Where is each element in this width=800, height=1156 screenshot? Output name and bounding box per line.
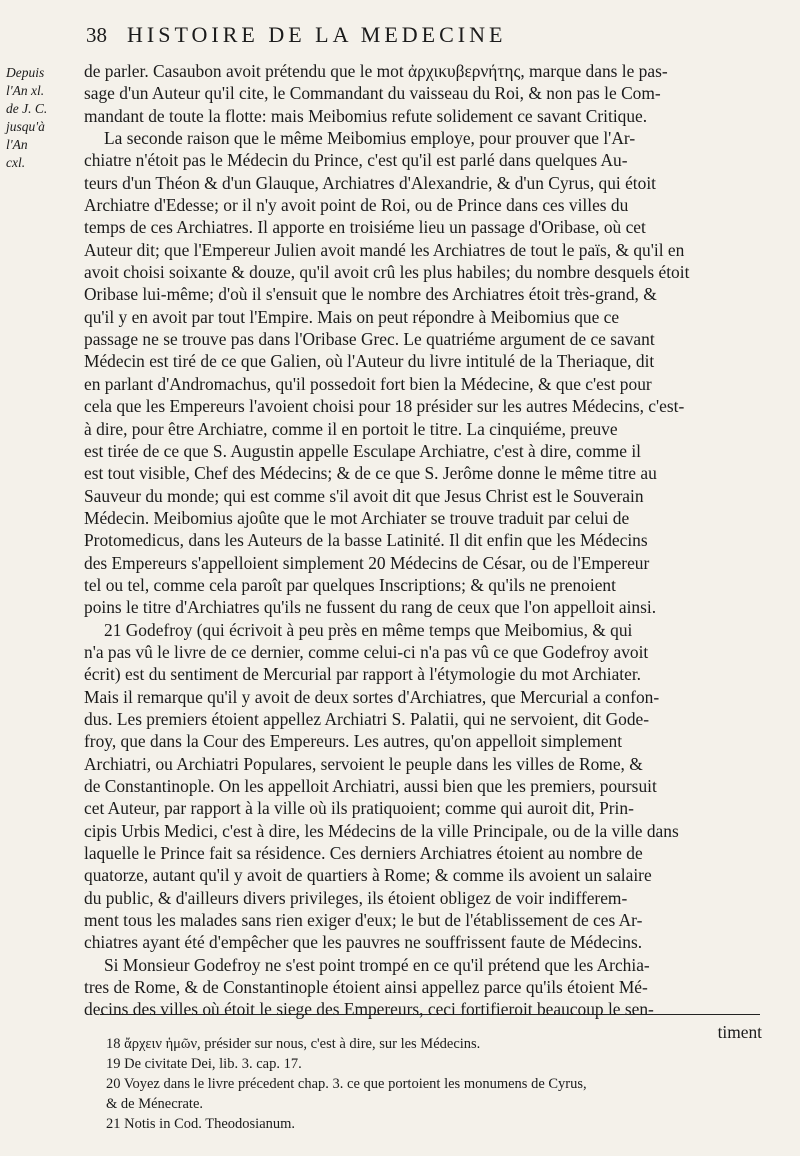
text-line: chiatres ayant été d'empêcher que les pauvres ne souffrissent faute de Médecins. bbox=[84, 932, 643, 953]
running-title: HISTOIRE DE LA MEDECINE bbox=[127, 22, 507, 47]
text-line: Protomedicus, dans les Auteurs de la basse Latinité. Il dit enfin que les Médecins bbox=[84, 530, 648, 551]
text-line: est tirée de ce que S. Augustin appelle Esculape Archiatre, c'est à dire, comme il bbox=[84, 440, 642, 461]
text-line: froy, que dans la Cour des Empereurs. Les autres, qu'on appelloit simplement bbox=[84, 731, 623, 752]
catchword: timent bbox=[717, 1021, 762, 1042]
text-line: Mais il remarque qu'il y avoit de deux sortes d'Archiatres, que Mercurial a confon- bbox=[84, 686, 660, 707]
text-line: Archiatri, ou Archiatri Populares, servoient le peuple dans les villes de Rome, & bbox=[84, 753, 643, 774]
text-line: avoit choisi soixante & douze, qu'il avoit crû les plus habiles; du nombre desquels étoit bbox=[84, 262, 690, 283]
text-line: Si Monsieur Godefroy ne s'est point trompé en ce qu'il prétend que les Archia- bbox=[104, 954, 650, 975]
page-header bbox=[86, 22, 704, 48]
footnote-rule bbox=[100, 1014, 760, 1015]
text-line: chiatre n'étoit pas le Médecin du Prince, c'est qu'il est parlé dans quelques Au- bbox=[84, 150, 628, 171]
text-line: Sauveur du monde; qui est comme s'il avoit dit que Jesus Christ est le Souverain bbox=[84, 485, 644, 506]
footnotes bbox=[106, 1034, 776, 1134]
footnote: 18 ἄρχειν ἡμῶν, présider sur nous, c'est à dire, sur les Médecins. bbox=[106, 1036, 481, 1052]
text-line: Oribase lui-même; d'où il s'ensuit que le nombre des Archiatres étoit très-grand, & bbox=[84, 284, 657, 305]
text-line: dus. Les premiers étoient appellez Archiatri S. Palatii, qui ne servoient, dit Gode- bbox=[84, 708, 650, 729]
text-line: mandant de toute la flotte: mais Meibomius refute solidement ce savant Critique. bbox=[84, 105, 648, 126]
margin-note-line: jusqu'à bbox=[6, 119, 45, 134]
footnote: & de Ménecrate. bbox=[106, 1096, 204, 1112]
text-line: cela que les Empereurs l'avoient choisi pour 18 présider sur les autres Médecins, c'est- bbox=[84, 396, 685, 417]
footnote: 21 Notis in Cod. Theodosianum. bbox=[106, 1116, 296, 1132]
text-line: des Empereurs s'appelloient simplement 20 Médecins de César, ou de l'Empereur bbox=[84, 552, 650, 573]
margin-note-line: cxl. bbox=[6, 155, 26, 170]
margin-note-line: Depuis bbox=[6, 65, 45, 80]
text-line: qu'il y en avoit par tout l'Empire. Mais on peut répondre à Meibomius que ce bbox=[84, 306, 620, 327]
text-line: passage ne se trouve pas dans l'Oribase Grec. Le quatriéme argument de ce savant bbox=[84, 329, 655, 350]
footnote: 19 De civitate Dei, lib. 3. cap. 17. bbox=[106, 1056, 302, 1072]
text-line: Auteur dit; que l'Empereur Julien avoit mandé les Archiatres de tout le païs, & qu'il en bbox=[84, 239, 685, 260]
text-line: Médecin. Meibomius ajoûte que le mot Archiater se trouve traduit par celui de bbox=[84, 507, 630, 528]
text-line: cet Auteur, par rapport à la ville où ils pratiquoient; comme qui auroit dit, Prin- bbox=[84, 798, 634, 819]
text-line: La seconde raison que le même Meibomius employe, pour prouver que l'Ar- bbox=[104, 128, 636, 149]
text-line: du public, & d'ailleurs divers privileges, ils étoient obligez de voir indifferem- bbox=[84, 887, 628, 908]
text-line: quatorze, autant qu'il y avoit de quartiers à Rome; & comme ils avoient un salaire bbox=[84, 865, 652, 886]
text-line: de Constantinople. On les appelloit Archiatri, aussi bien que les premiers, poursuit bbox=[84, 776, 657, 796]
text-line: de parler. Casaubon avoit prétendu que le mot ἀρχικυβερνήτης, marque dans le pas- bbox=[84, 61, 668, 81]
text-line: laquelle le Prince fait sa résidence. Ces derniers Archiatres étoient au nombre de bbox=[84, 843, 643, 864]
text-line: 21 Godefroy (qui écrivoit à peu près en même temps que Meibomius, & qui bbox=[104, 619, 633, 640]
text-line: poins le titre d'Archiatres qu'ils ne fussent du rang de ceux que l'on appelloit ainsi. bbox=[84, 597, 657, 618]
text-line: tres de Rome, & de Constantinople étoient ainsi appellez parce qu'ils étoient Mé- bbox=[84, 977, 648, 998]
text-line: teurs d'un Théon & d'un Glauque, Archiatres d'Alexandrie, & d'un Cyrus, qui étoit bbox=[84, 172, 656, 193]
text-line: n'a pas vû le livre de ce dernier, comme celui-ci n'a pas vû ce que Godefroy avoit bbox=[84, 641, 649, 662]
margin-note-line: l'An xl. bbox=[6, 83, 45, 98]
margin-note-line: de J. C. bbox=[6, 101, 48, 116]
text-line: cipis Urbis Medici, c'est à dire, les Médecins de la ville Principale, ou de la ville dans bbox=[84, 820, 679, 841]
text-line: sage d'un Auteur qu'il cite, le Commandant du vaisseau du Roi, & non pas le Com- bbox=[84, 83, 661, 104]
text-line: temps de ces Archiatres. Il apporte en troisiéme lieu un passage d'Oribase, où cet bbox=[84, 217, 646, 238]
text-line: écrit) est du sentiment de Mercurial par rapport à l'étymologie du mot Archiater. bbox=[84, 664, 642, 685]
text-line: ment tous les malades sans rien exiger d'eux; le but de l'établissement de ces Ar- bbox=[84, 910, 643, 931]
margin-note-line: l'An bbox=[6, 137, 28, 152]
text-line: est tout visible, Chef des Médecins; & de ce que S. Jerôme donne le même titre au bbox=[84, 463, 657, 484]
margin-date-note bbox=[6, 64, 80, 172]
text-line: à dire, pour être Archiatre, comme il en portoit le titre. La cinquiéme, preuve bbox=[84, 418, 618, 439]
body-text bbox=[84, 60, 766, 1043]
text-line: Archiatre d'Edesse; or il n'y avoit point de Roi, ou de Prince dans ces villes du bbox=[84, 195, 629, 216]
text-line: tel ou tel, comme cela paroît par quelques Inscriptions; & qu'ils ne prenoient bbox=[84, 574, 616, 595]
footnote: 20 Voyez dans le livre précedent chap. 3. ce que portoient les monumens de Cyrus, bbox=[106, 1076, 587, 1092]
page-number: 38 bbox=[86, 23, 107, 47]
text-line: Médecin est tiré de ce que Galien, où l'Auteur du livre intitulé de la Theriaque, dit bbox=[84, 351, 655, 372]
text-line: decins des villes où étoit le siege des Empereurs, ceci fortifieroit beaucoup le sen- bbox=[84, 999, 654, 1020]
text-line: en parlant d'Andromachus, qu'il possedoit fort bien la Médecine, & que c'est pour bbox=[84, 373, 652, 394]
